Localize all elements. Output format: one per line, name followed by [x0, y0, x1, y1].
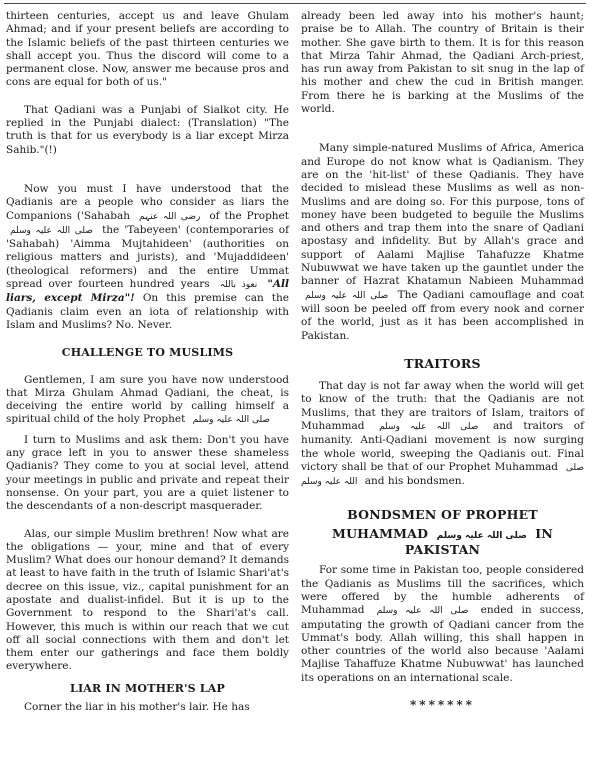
arabic-honorific: رضی اللہ عنہم	[139, 211, 201, 222]
section-heading: LIAR IN MOTHER'S LAP	[70, 681, 225, 695]
paragraph: Gentlemen, I am sure you have now understood that Mirza Ghulam Ahmad Qadiani, the cheat, is deceiving the entire world by calling himself a spiritual child of the holy Prophet صلی اللہ علیہ وسلم	[6, 373, 289, 426]
top-rule	[4, 3, 586, 4]
arabic-phrase: نعوذ باللہ	[219, 280, 258, 291]
emphasis-quote: "All liars, except Mirza"!	[6, 278, 290, 305]
paragraph: For some time in Pakistan too, people considered the Qadianis as Muslims till the sacrifices, which were offered by the humble adherents of Muhammad صلی اللہ علیہ وسلم ended in success, amputating the growth of Qadiani cancer from the Ummat's body. Allah willing, this shall happen in other countries of the world also because 'Aalami Majlise Tahaffuze Khatme Nubuwwat' has launched its operations on an international scale.	[301, 564, 584, 684]
paragraph: Many simple-natured Muslims of Africa, America and Europe do not know what is Qadianism. They are on the 'hit-list' of these Qadianis. They have decided to mislead these Muslims as well as non-Muslims and are doing so. For this purpose, tons of money have been budgeted to beguile the Muslims and others and trap them into the snare of Qadiani apostasy and infidelity. But by Allah's grace and support of Aalami Majlise Tahafuzze Khatme Nubuwwat we have taken up the gauntlet under the banner of Hazrat Khatamun Nabieen Muhammad صلی اللہ علیہ وسلم The Qadiani camouflage and coat will soon be peeled off from every nook and corner of the world, just as it has been accomplished in Pakistan.	[301, 142, 584, 342]
arabic-honorific: صلی اللہ علیہ وسلم	[305, 290, 389, 301]
right-column	[301, 10, 584, 712]
arabic-honorific: صلی اللہ علیہ وسلم	[379, 422, 479, 433]
arabic-honorific: صلی اللہ علیہ وسلم	[301, 462, 584, 488]
paragraph: Corner the liar in his mother's lair. He has	[24, 701, 250, 714]
section-heading-line1: BONDSMEN OF PROPHET	[347, 506, 538, 522]
paragraph: already been led away into his mother's haunt; praise be to Allah. The country of Britain is their mother. She gave birth to them. It is for this reason that Mirza Tahir Ahmad, the Qadiani Arch-priest, has run away from Pakistan to sit snug in the lap of his mother and chew the cud in British manger. From there he is barking at the Muslims of the world.	[301, 10, 584, 116]
arabic-honorific: صلی اللہ علیہ وسلم	[10, 225, 93, 236]
left-column	[6, 10, 289, 728]
paragraph: Alas, our simple Muslim brethren! Now what are the obligations — your, mine and that of every Muslim? What does our honour demand? It demands at least to have faith in the truth of Islamic Shari'at's decree on this issue, viz., capital punishment for an apostate and dualist-infidel. But it is up to the Government to respond to the Shari'at's call. However, this much is within our reach that we cut off all social connections with them and don't let them enter our gatherings and face them boldly everywhere.	[6, 527, 289, 673]
paragraph: thirteen centuries, accept us and leave Ghulam Ahmad; and if your present beliefs are according to the Islamic beliefs of the past thirteen centuries we shall accept you. Thus the discord will come to a permanent close. Now, answer me because pros and cons are equal for both of us."	[6, 10, 289, 89]
section-heading-line2: MUHAMMAD صلی اللہ علیہ وسلم IN PAKISTAN	[332, 525, 553, 558]
paragraph: Now you must I have understood that the Qadianis are a people who consider as liars the Companions ('Sahabah رضی اللہ عنہم of the Prophet صلی اللہ علیہ وسلم the 'Tabeyeen' (contemporaries of 'Sahabah) 'Aimma Mujtahideen' (authorities on religious matters and jurists), and 'Mujaddideen' (theological reformers) and the entire Ummat spread over fourteen hundred years نعوذ باللہ "All liars, except Mirza"! On this premise can the Qadianis claim even an iota of relationship with Islam and Muslims? No. Never.	[6, 182, 290, 331]
paragraph: I turn to Muslims and ask them: Don't you have any grace left in you to answer these shameless Qadianis? They come to you at social level, attend your meetings in public and private and repeat their nonsense. On your part, you are a quiet listener to the descendants of a non-descript masquerader.	[6, 433, 289, 513]
arabic-honorific: صلی اللہ علیہ وسلم	[436, 530, 527, 541]
arabic-honorific: صلی اللہ علیہ وسلم	[192, 415, 271, 426]
paragraph: That Qadiani was a Punjabi of Sialkot city. He replied in the Punjabi dialect: (Translation) "The truth is that for us everybody is a liar except Mirza Sahib."(!)	[6, 103, 289, 156]
end-ornament: *******	[410, 698, 475, 713]
section-heading: CHALLENGE TO MUSLIMS	[61, 346, 234, 360]
arabic-honorific: صلی اللہ علیہ وسلم	[376, 606, 469, 617]
paragraph: That day is not far away when the world will get to know of the truth: that the Qadianis are not Muslims, that they are traitors of Islam, traitors of Muhammad صلی اللہ علیہ وسلم and traitors of humanity. Anti-Qadiani movement is now surging the whole world, sweeping the Qadianis out. Final victory shall be that of our Prophet Muhammad صلی اللہ علیہ وسلم and his bondsmen.	[301, 380, 585, 488]
section-heading: TRAITORS	[404, 355, 481, 371]
